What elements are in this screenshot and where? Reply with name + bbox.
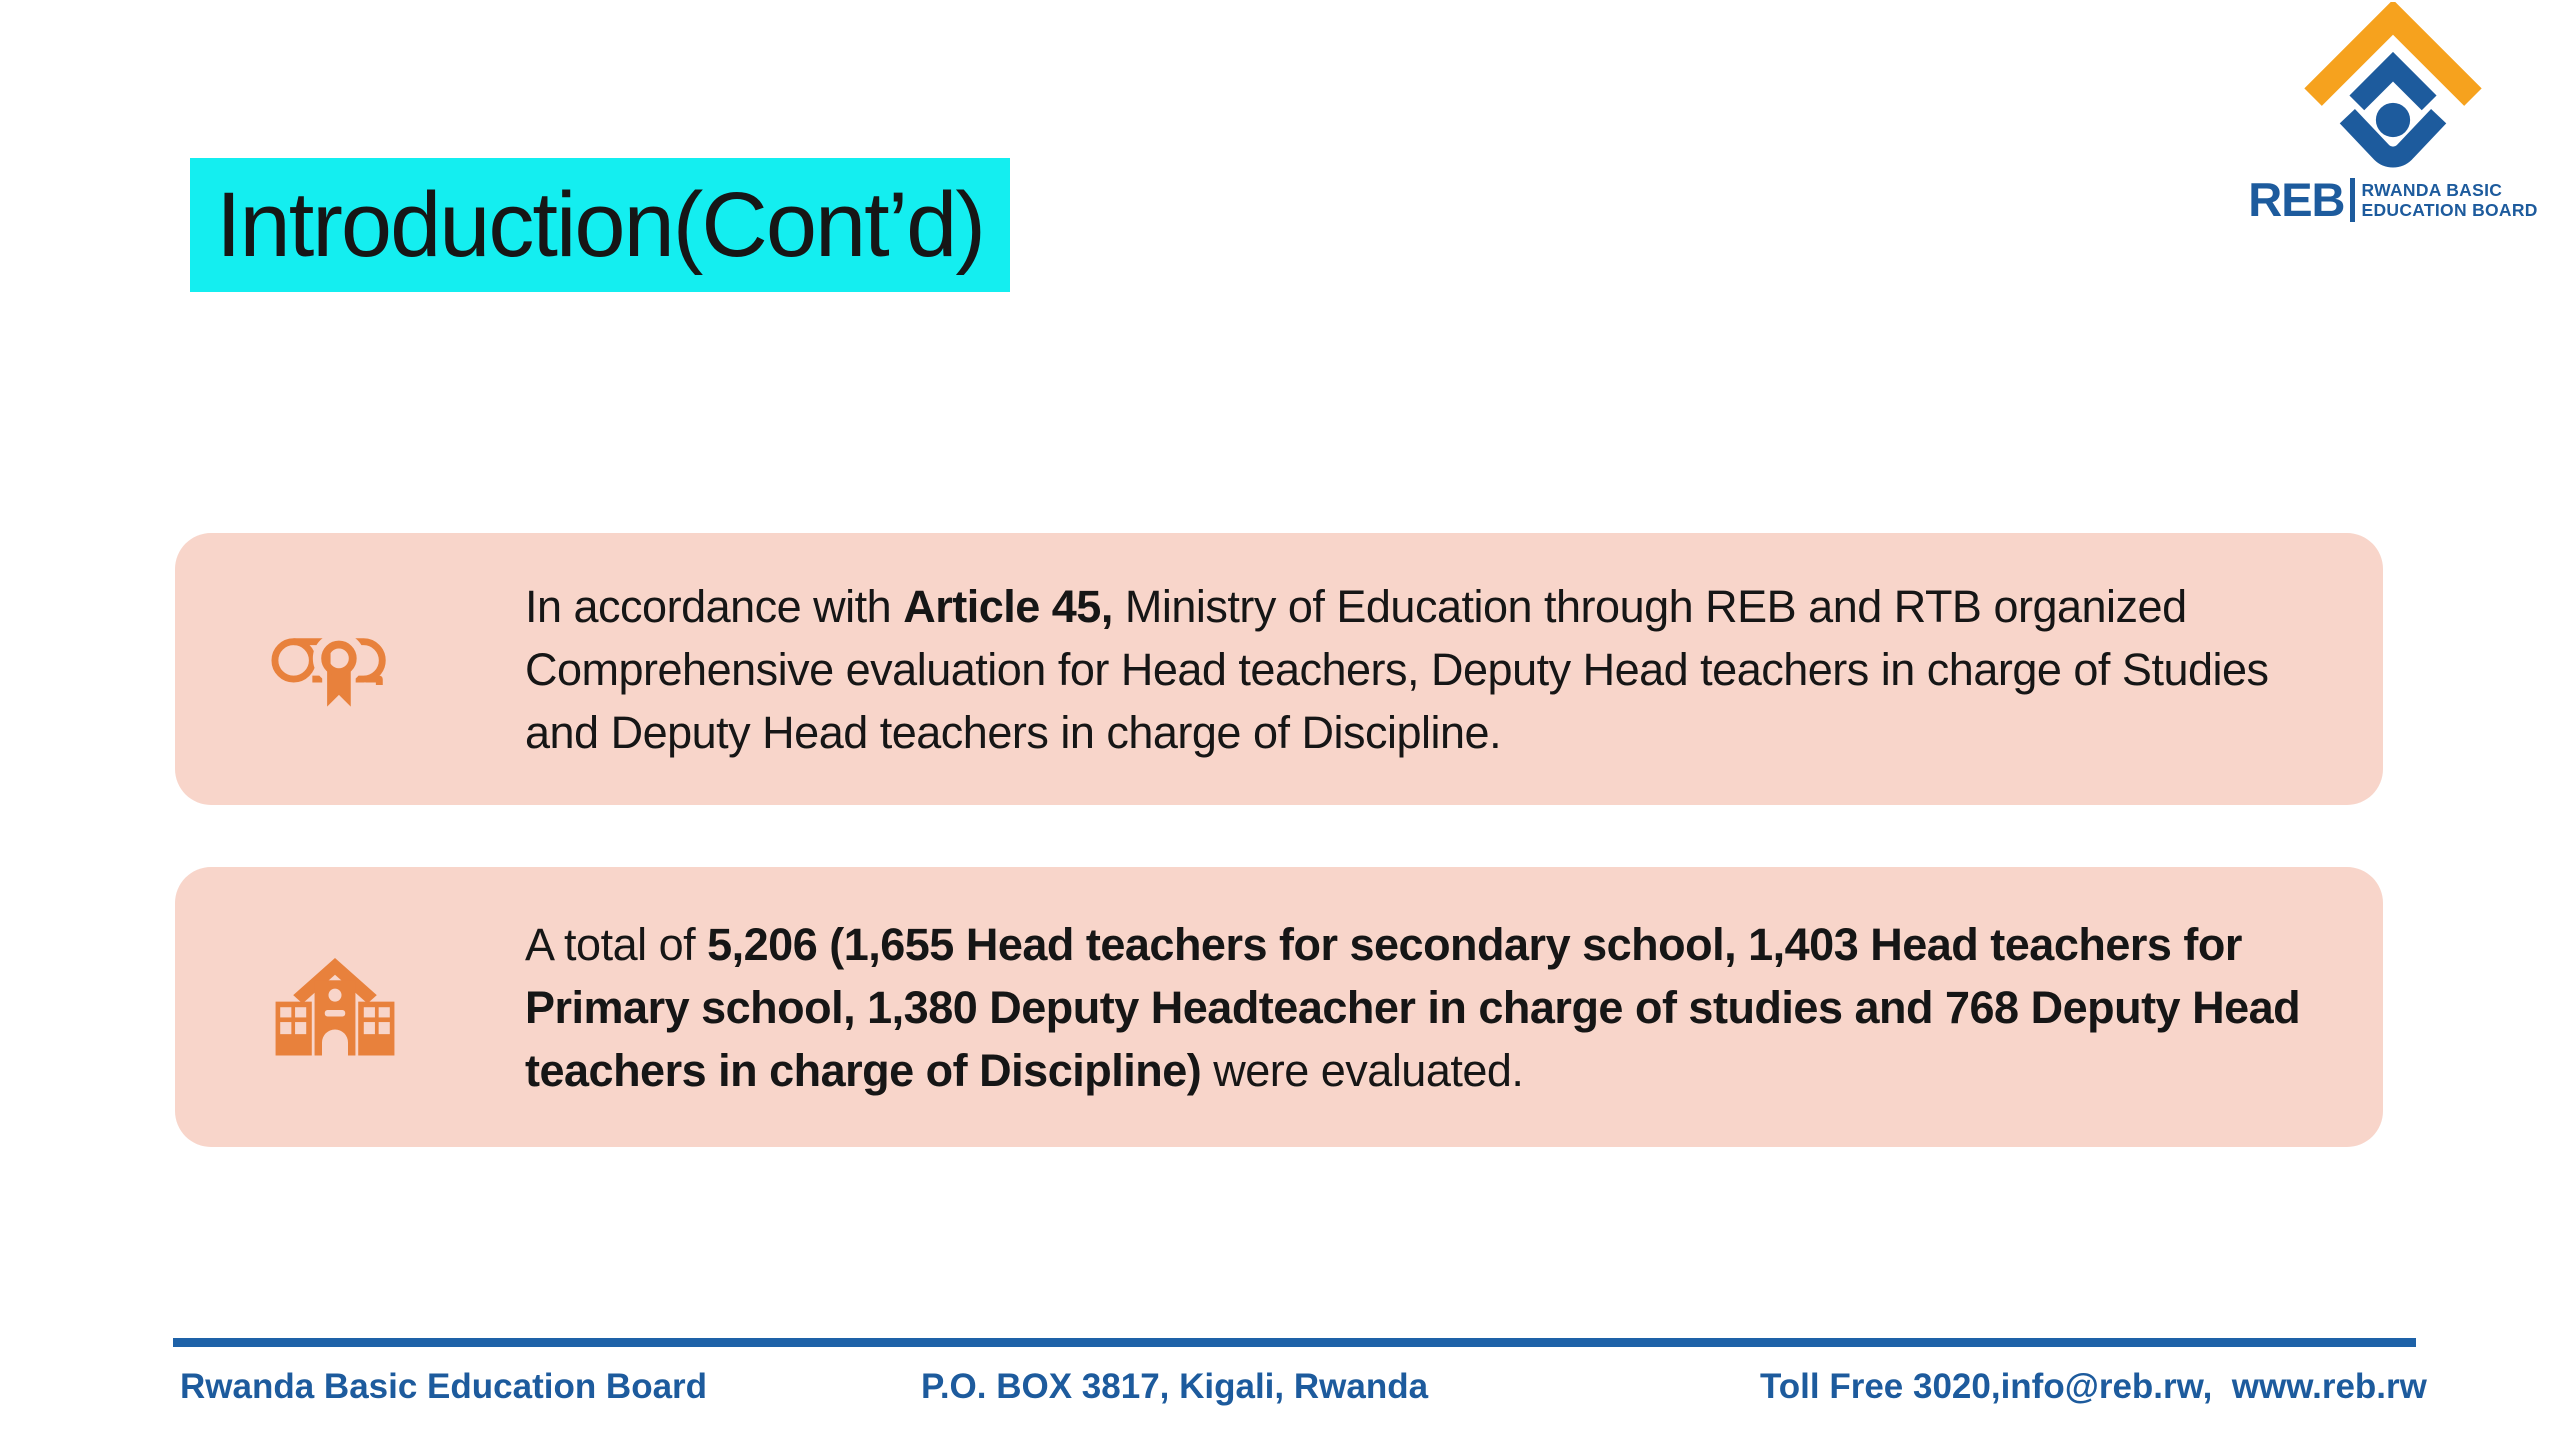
logo-name-line2: EDUCATION BOARD: [2361, 199, 2538, 220]
diploma-icon: [270, 619, 400, 719]
info-card-totals: [175, 867, 2383, 1147]
logo-abbr: REB: [2248, 173, 2345, 226]
slide-title: [190, 158, 1010, 292]
logo-divider: [2350, 178, 2355, 222]
logo-name: [2361, 180, 2537, 220]
info-card-article45-text: In accordance with Article 45, Ministry of Education through REB and RTB organized Comprehensive evaluation for Head teachers, Deputy Head teachers in charge of Studies and Deputy Head teachers in charge of Discipline.: [525, 580, 2269, 758]
info-card-totals-text: A total of 5,206 (1,655 Head teachers for secondary school, 1,403 Head teachers for Primary school, 1,380 Deputy Headteacher in charge of studies and 768 Deputy Head teachers in charge of Discipline) were evaluated.: [525, 918, 2301, 1096]
reb-logo-mark-icon: [2295, 2, 2491, 178]
footer-contact: Toll Free 3020,info@reb.rw, www.reb.rw: [1760, 1367, 2427, 1406]
footer-address: P.O. BOX 3817, Kigali, Rwanda: [921, 1367, 1429, 1406]
info-card-article45: [175, 533, 2383, 805]
logo-text: [2248, 172, 2538, 227]
footer-divider: [173, 1338, 2416, 1347]
school-icon: [270, 958, 400, 1056]
reb-logo: [2226, 2, 2560, 227]
slide-title-text: Introduction(Cont’d): [216, 174, 984, 276]
logo-name-line1: RWANDA BASIC: [2361, 179, 2503, 200]
footer-organization: Rwanda Basic Education Board: [180, 1367, 708, 1406]
